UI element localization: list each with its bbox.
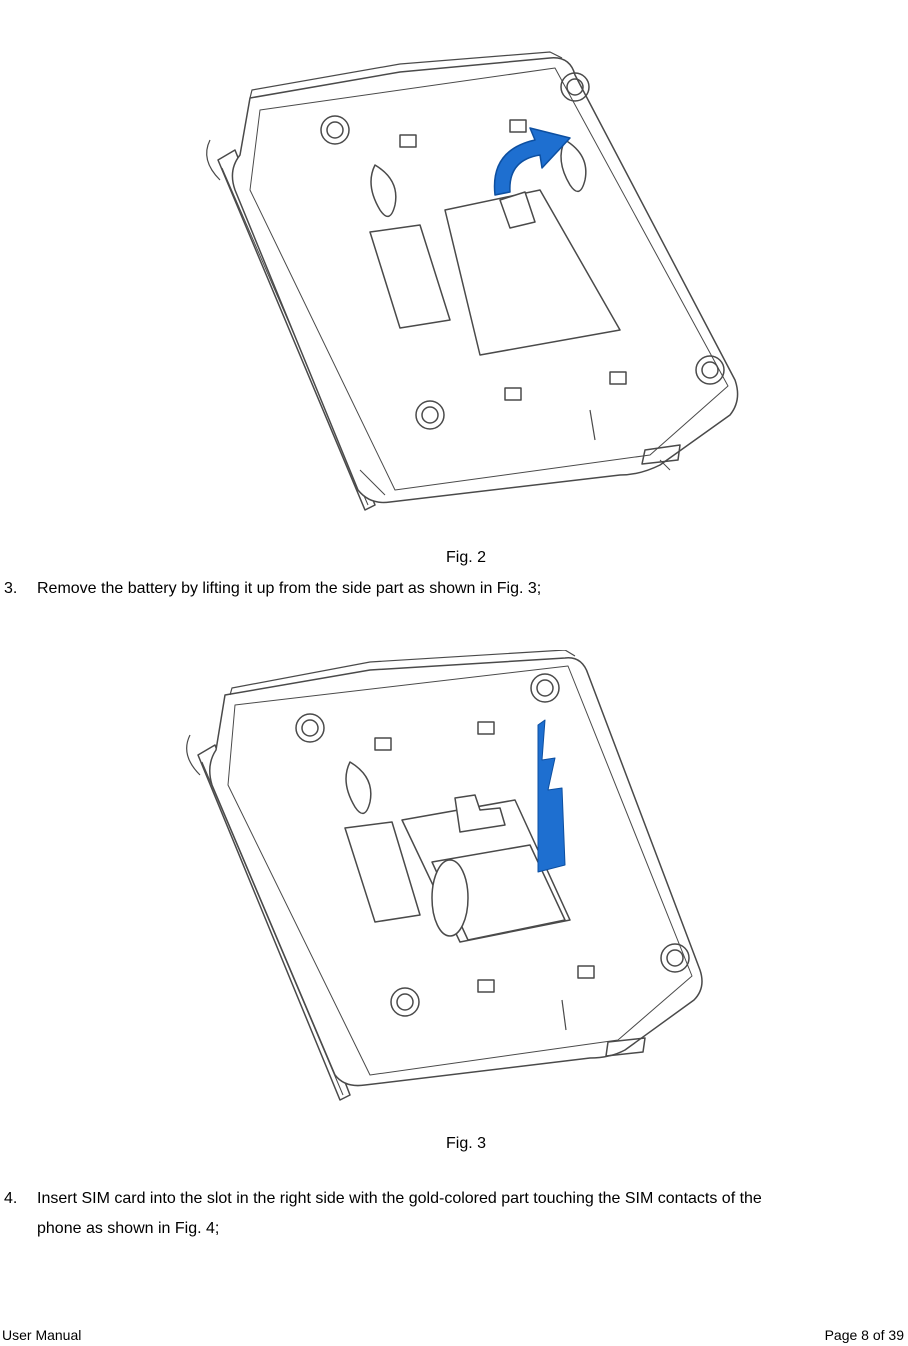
figure-3-illustration: [170, 650, 730, 1110]
step-4-text-line2: phone as shown in Fig. 4;: [37, 1220, 220, 1237]
footer-left: User Manual: [2, 1327, 82, 1343]
figure-3: [170, 650, 730, 1110]
footer-right: Page 8 of 39: [824, 1327, 904, 1343]
figure-3-caption: Fig. 3: [446, 1135, 487, 1152]
step-4-text-line1: Insert SIM card into the slot in the right side with the gold-colored part touching the SIM contacts of the: [37, 1190, 762, 1207]
step-3-number: 3.: [4, 580, 18, 597]
figure-2-caption: Fig. 2: [446, 549, 487, 566]
figure-2: [190, 50, 760, 530]
step-3: [4, 576, 904, 602]
figure-2-illustration: [190, 50, 760, 530]
step-3-text: Remove the battery by lifting it up from the side part as shown in Fig. 3;: [37, 580, 542, 597]
step-4: [4, 1186, 908, 1242]
step-4-number: 4.: [4, 1190, 18, 1207]
